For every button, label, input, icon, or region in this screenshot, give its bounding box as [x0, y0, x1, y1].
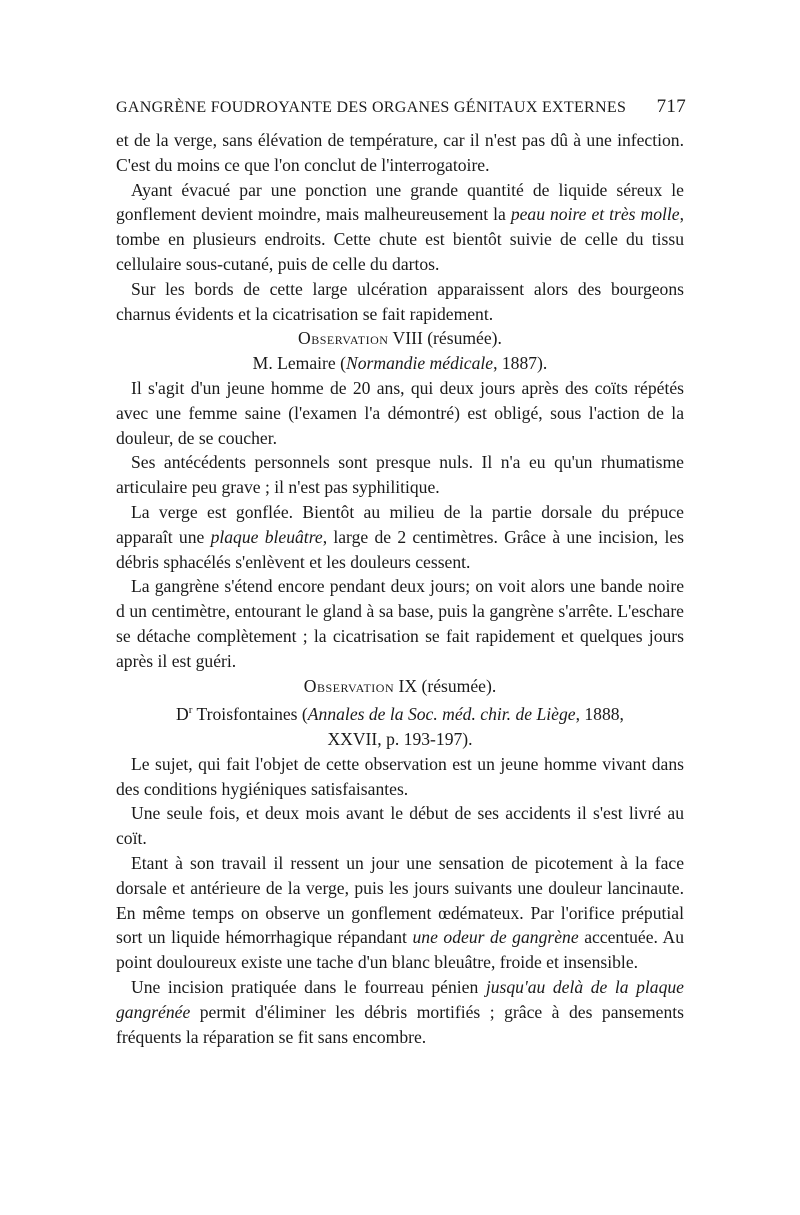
observation-number: IX (résumée).	[398, 675, 497, 696]
paragraph: Il s'agit d'un jeune homme de 20 ans, qui deux jours après des coïts répétés avec une femme saine (l'examen l'a démontré) est obligé, sous l'action de la douleur, de se coucher.	[116, 377, 684, 448]
paragraph: et de la verge, sans élévation de température, car il n'est pas dû à une infection. C'est du moins ce que l'on conclut de l'interrogatoire.	[116, 130, 684, 175]
italic-phrase: plaque bleuâtre	[210, 526, 323, 547]
observation-source-cont: XXVII, p. 193-197).	[327, 728, 473, 749]
observation-heading	[116, 326, 684, 351]
page-body	[116, 128, 684, 1049]
paragraph: Une seule fois, et deux mois avant le début de ses accidents il s'est livré au coït.	[116, 803, 684, 849]
paragraph: La gangrène s'étend encore pendant deux jours; on voit alors une bande noire d un centimètre, entourant le gland à sa base, puis la gangrène s'arrête. L'eschare se détache complètement ; la cicatrisation se fait rapidement et quelques jours après il est guéri.	[116, 576, 684, 671]
observation-source: $D^r$ Troisfontaines (Annales de la Soc. méd. chir. de Liège, 1888,	[176, 704, 624, 725]
paragraph: La verge est gonflée. Bientôt au milieu de la partie dorsale du prépuce apparaît une plaque bleuâtre, large de 2 centimètres. Grâce à une incision, les débris sphacélés s'enlèvent et les douleurs cessent.	[116, 501, 684, 572]
observation-heading	[116, 674, 684, 699]
observation-label: Observation	[298, 328, 389, 349]
observation-number: VIII (résumée).	[392, 328, 502, 349]
paragraph: Ses antécédents personnels sont presque nuls. Il n'a eu qu'un rhumatisme articulaire peu grave ; il n'est pas syphilitique.	[116, 452, 684, 498]
observation-label: Observation	[303, 675, 395, 696]
paragraph: Sur les bords de cette large ulcération apparaissent alors des bourgeons charnus évidents et la cicatrisation se fait rapidement.	[116, 278, 684, 324]
paragraph: Une incision pratiquée dans le fourreau pénien jusqu'au delà de la plaque gangrénée permit d'éliminer les débris mortifiés ; grâce à des pansements fréquents la réparation se fit sans encombre.	[116, 976, 684, 1047]
observation-source: M. Lemaire (Normandie médicale, 1887).	[252, 353, 548, 374]
paragraph: Etant à son travail il ressent un jour une sensation de picotement à la face dorsale et antérieure de la verge, puis les jours suivants une douleur lancinaute. En même temps on observe un gonflement œdémateux. Par l'orifice préputial sort un liquide hémorrhagique répandant une odeur de gangrène accentuée. Au point douloureux existe une tache d'un blanc bleuâtre, froide et insensible.	[116, 852, 685, 973]
paragraph: Ayant évacué par une ponction une grande quantité de liquide séreux le gonflement devient moindre, mais malheureusement la peau noire et très molle, tombe en plusieurs endroits. Cette chute est bientôt suivie de celle du tissu cellulaire sous-cutané, puis de celle du dartos.	[116, 179, 684, 274]
italic-phrase: une odeur de gangrène	[412, 927, 579, 948]
italic-phrase: peau noire et très molle	[510, 204, 680, 225]
page-number: 717	[656, 96, 686, 117]
running-header	[116, 96, 686, 118]
running-title: GANGRÈNE FOUDROYANTE DES ORGANES GÉNITAUX EXTERNES	[116, 99, 627, 116]
italic-phrase: jusqu'au delà de la plaque gangrénée	[116, 976, 684, 1022]
paragraph: Le sujet, qui fait l'objet de cette observation est un jeune homme vivant dans des conditions hygiéniques satisfaisantes.	[116, 753, 684, 799]
